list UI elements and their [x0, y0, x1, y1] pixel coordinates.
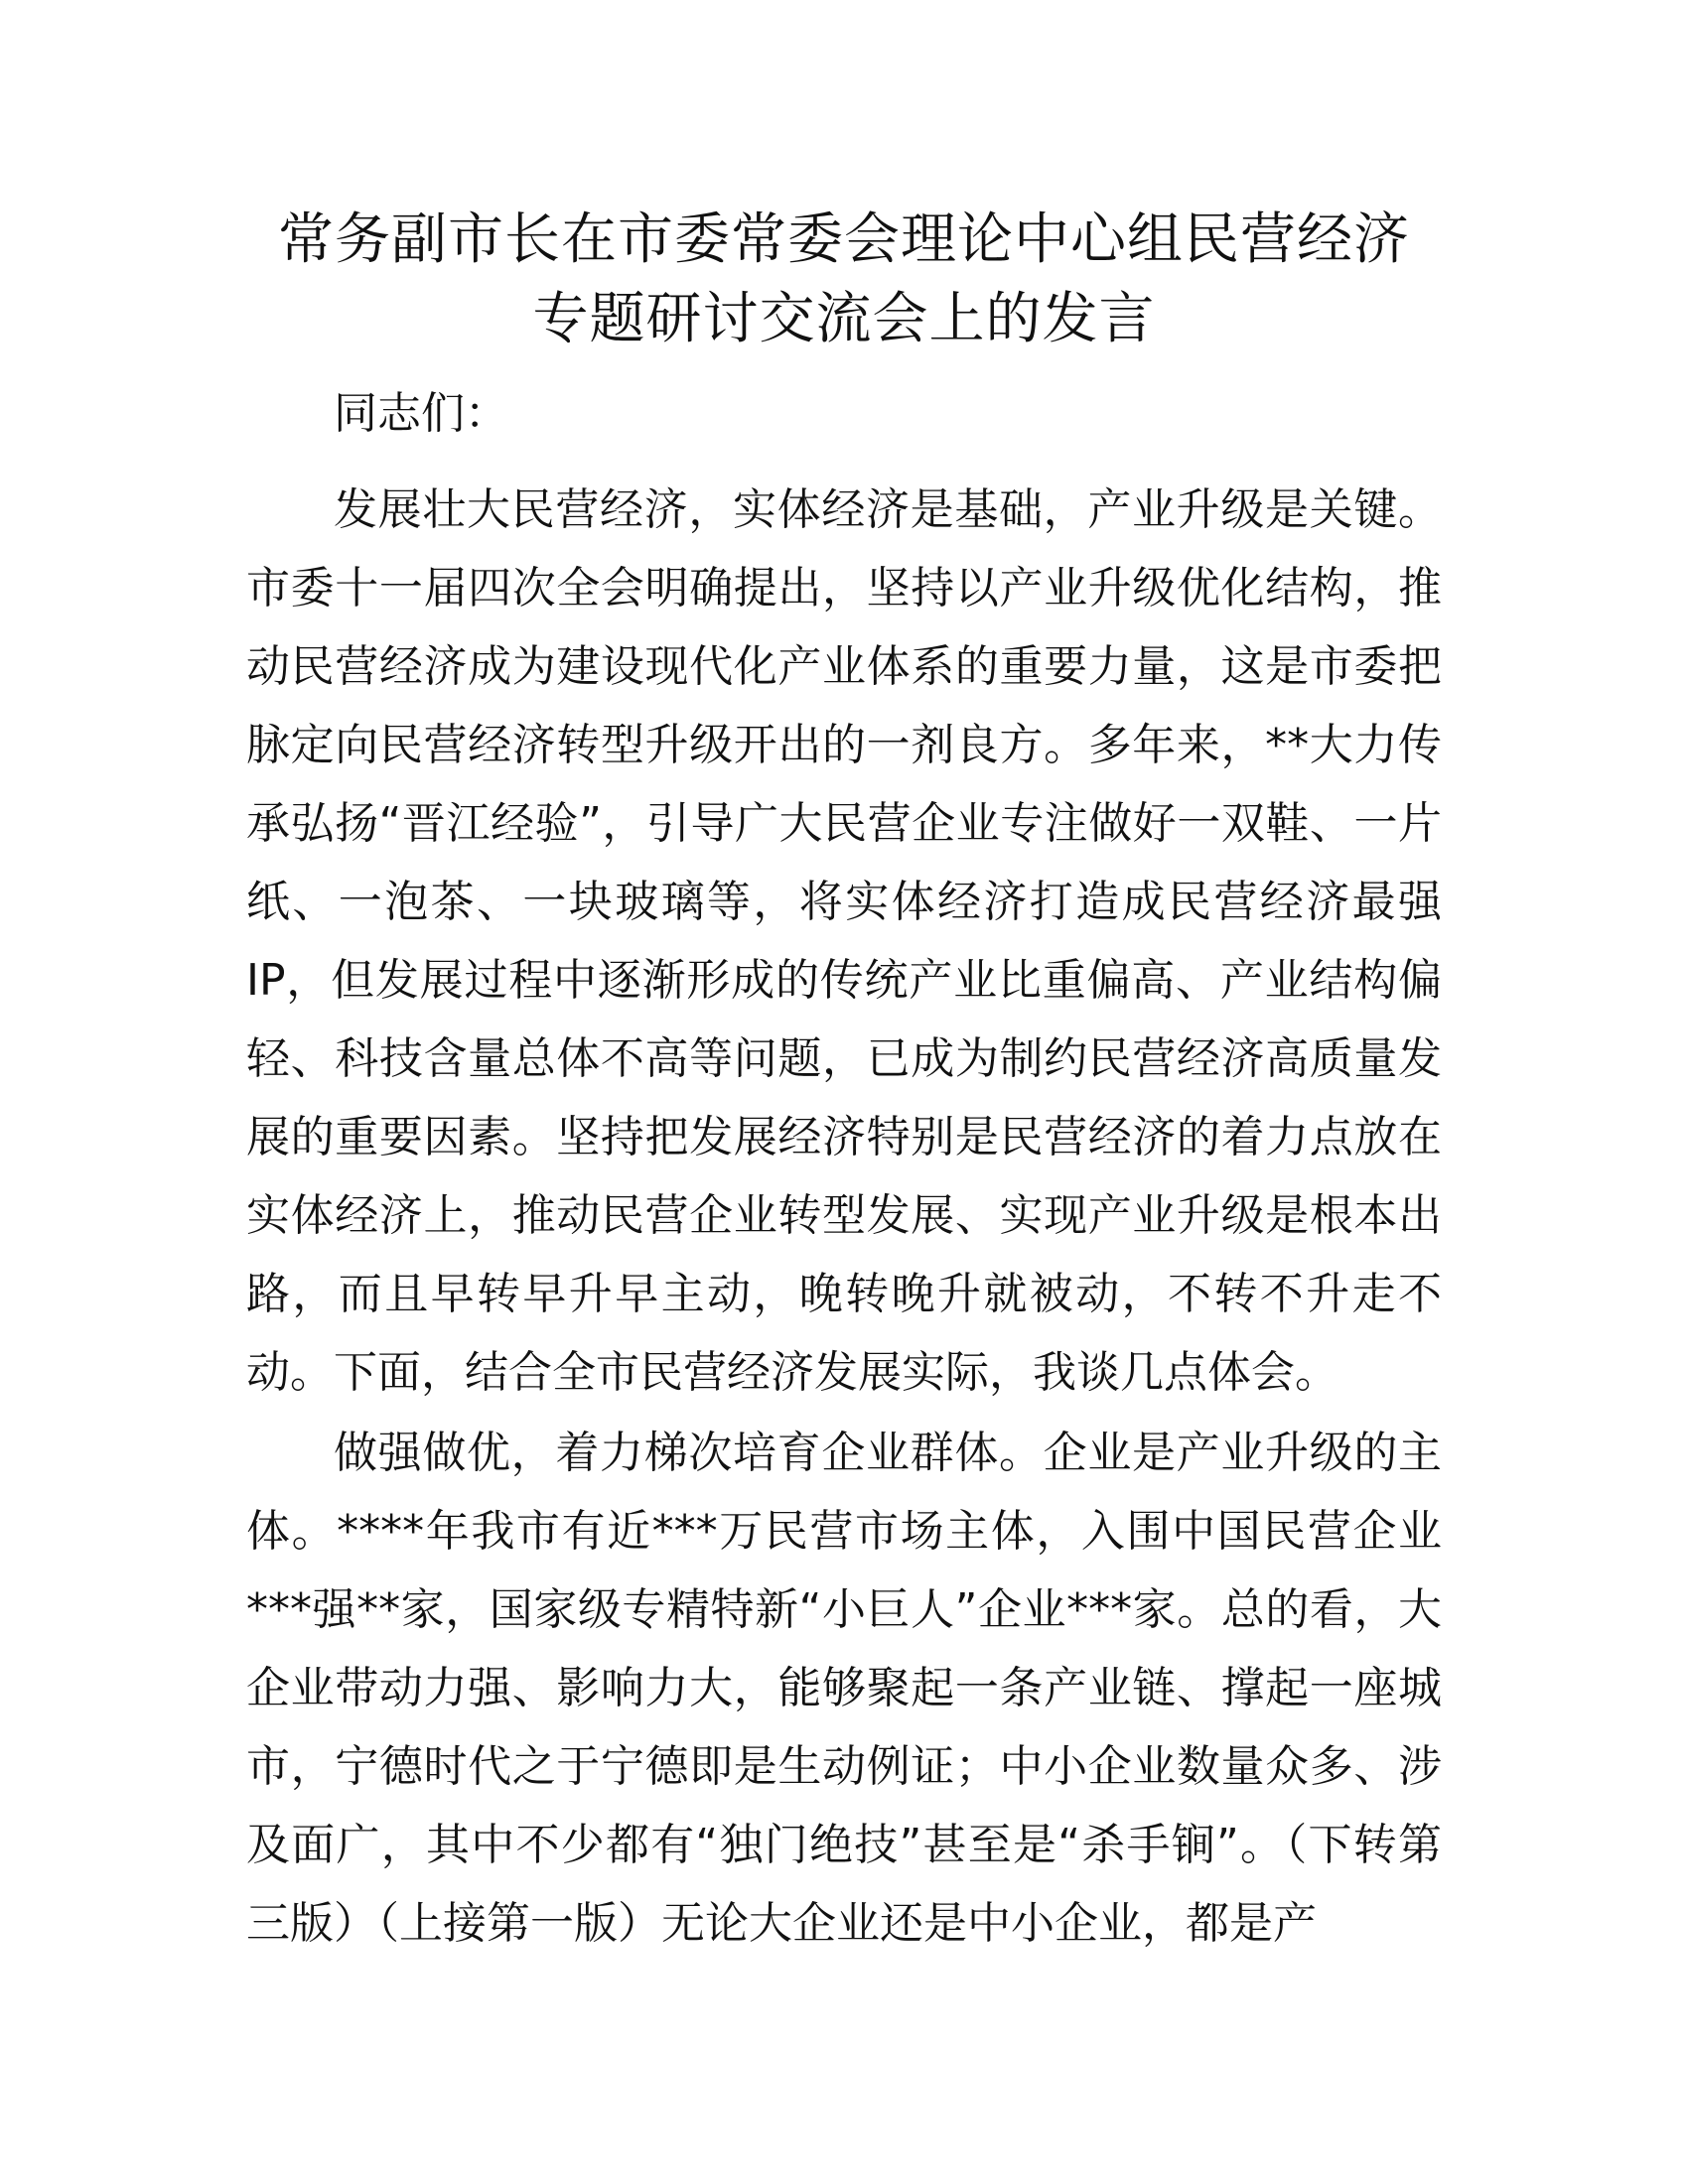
body-paragraph-2: 做强做优，着力梯次培育企业群体。企业是产业升级的主体。****年我市有近***万民营市场主体，入围中国民营企业***强**家，国家级专精特新“小巨人”企业***家。总的看，大企业带动力强、影响力大，能够聚起一条产业链、撑起一座城市，宁德时代之于宁德即是生动例证；中小企业数量众多、涉及面广，其中不少都有“独门绝技”甚至是“杀手锏”。（下转第三版）（上接第一版）无论大企业还是中小企业，都是产 — [246, 1428, 1442, 1949]
body-paragraph-1: 发展壮大民营经济，实体经济是基础，产业升级是关键。市委十一届四次全会明确提出，坚持以产业升级优化结构，推动民营经济成为建设现代化产业体系的重要力量，这是市委把脉定向民营经济转型升级开出的一剂良方。多年来，**大力传承弘扬“晋江经验”，引导广大民营企业专注做好一双鞋、一片纸、一泡茶、一块玻璃等，将实体经济打造成民营经济最强IP，但发展过程中逐渐形成的传统产业比重偏高、产业结构偏轻、科技含量总体不高等问题，已成为制约民营经济高质量发展的重要因素。坚持把发展经济特别是民营经济的着力点放在实体经济上，推动民营企业转型发展、实现产业升级是根本出路，而且早转早升早主动，晚转晚升就被动，不转不升走不动。下面，结合全市民营经济发展实际，我谈几点体会。 — [246, 484, 1442, 1398]
salutation: 同志们： — [334, 388, 508, 439]
document-title-line-1: 常务副市长在市委常委会理论中心组民营经济 — [278, 207, 1410, 272]
document-title-line-2: 专题研讨交流会上的发言 — [532, 287, 1156, 351]
